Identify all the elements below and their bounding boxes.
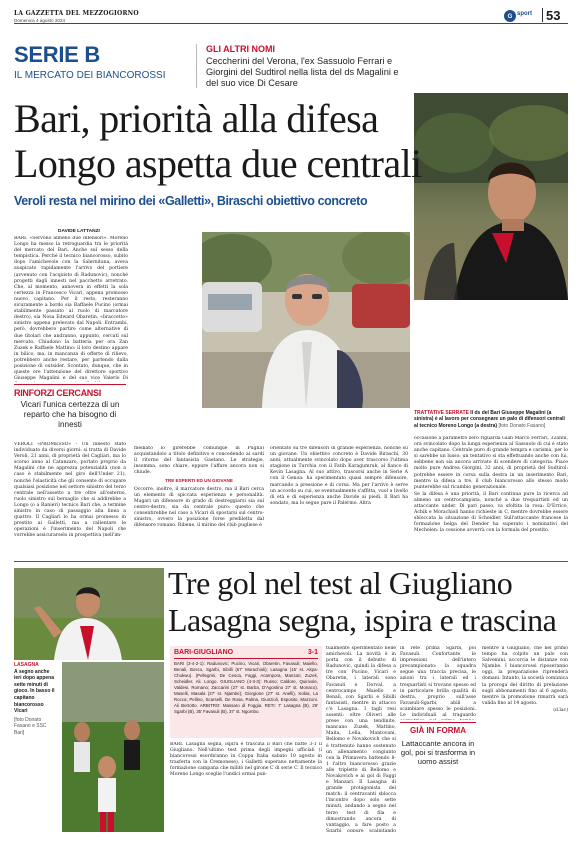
scoreboard-title: BARI-GIUGLIANO (174, 649, 234, 656)
main-col2-text: mediato lo girerebbe comunque in Puglia) acquistandolo a titolo definitivo e concedendo ai sardi il ritorno del fantasista Gaetano. Le strategie, insomma, sono chiare, eppure l'affare ancora non si chiude. (134, 446, 264, 476)
second-col-4 (482, 646, 568, 832)
second-headline-line1: Tre gol nel test al Giugliano (168, 565, 513, 601)
main-col1b-text: VEROLI «PROMESSO» - Un innesto stato individuato da diversi giorni: si tratta di Davide Veroli, 21 anni, di proprietà del Cagliari, ma lo scorso anno al Catanzaro, portato proprio da Magalini che ne apprezza potenzialità (non a caso è stabilmente nel giro dell'Under 21), nonché l'elasticità che gli consente di occupare qualsiasi posizione nel settore sinistro del terzo centrale nell'assetto a tre oltre all'esterno, ruolo sinistro sul bersaglio che si addirebbe a Longo (o a Ranieri) tecnico Bari che, a termine sinistro in caso di passaggio alla linea a quattro. Il Cagliari lo ha ormai promesso in prestito ai Galletti, ma a rallentare le operazioni è l'inserimento del Napoli che vorrebbe assicurarselo in prospettiva (nell'im- (14, 442, 126, 539)
caption-credit: [foto Donato Fasano] (498, 422, 546, 429)
main-headline-line2: Longo aspetta due centrali (14, 141, 422, 186)
main-subheadline: Veroli resta nel mirino dei «Galletti», Biraschi obiettivo concreto (14, 194, 368, 208)
second-col-1 (170, 742, 322, 832)
photo-moreno-longo (414, 93, 568, 300)
second-col1-text: BARI. Lasagna segna, ispira e trascina il Bari che batte 3-1 il Giugliano. Nell'ultimo test prima degli impegni ufficiali (i biancorossi esordiranno in Coppa Italia sabato 10 agosto in trasferta con la Cremonese), i Galletti superano nettamente la formazione campana che militò nel girone C di serie C. Il tecnico Moreno Longo sceglie l'undici ormai pun- (170, 742, 322, 778)
main-col-4 (414, 436, 568, 556)
second-caption-kicker: LASAGNA (14, 662, 39, 668)
second-col-2 (326, 646, 396, 832)
section-logo-text: sport (517, 11, 532, 17)
main-col-3 (270, 446, 408, 556)
teaser-text: Ceccherini del Verona, l'ex Sassuolo Ferrari e Giorgini del Sudtirol nella lista del ds Magalini e del suo vice Di Cesare (206, 56, 399, 88)
pull-box-kicker: GIÀ IN FORMA (410, 726, 466, 735)
sidebar-kicker: RINFORZI CERCANSI (14, 388, 101, 398)
main-col-1 (14, 236, 128, 382)
scoreboard-box (170, 646, 322, 738)
second-caption-credit: [foto Donato Fasano e SSC Bari] (14, 716, 47, 736)
main-col3-text: orientato su tre difensori di grande esperienza, nonché su un giovane. Un obiettivo concreto è Davide Biraschi, 30 anni, attualmente svincolato dopo aver trascorso l'ultima stagione in Turchia con il Fatih Karagumruk, al fianco di Kevin Lasagna. Al suo attivo, trascorsi anche in Serie A con il Genoa: ha sperimentato quasi sempre difensore, marcando a pressione e di corsa. Ma per l'arrivo è serve un accordo su cui, se eventualmente s'affitta, vuol a livello di età e di esperienza anche Davide ai piedi. Il Bari ha sondato, ma lo segue pure il Palermo. Altra (270, 446, 408, 506)
photo-lasagna (14, 568, 164, 660)
scoreboard-text: BARI (3-4-2-1): Radunovic; Pucino, Vicari, Obaretin, Favasuli; Maiello, Benali, Bosco, Sgarbi, Sibilli (67' Morachioli); Lasagna (15' st. Akpa-Chukwu). (Pellegrini, De Cesca, Faggi, Acampora, Manzari, Zuzek, Scheidler, Ali. Longo. GIUGLIANO (4-3-3): Russo; Caldore, Quirivole, Valdesi, Romano; Zaccarini (27' st. Barba, D'Agostino 27' st. Monaco), Maselli, Masala (27' st. Njambe); Giorgione (27' st. Anelli), Sobia, La Rocca; Pellino, Scarselli, De Rosa, Palma, Giunzioli, Esposito, Mazzoni. Ali Bertotto. ARBITRO: Massaro di Foggia. RETI: 7' Lasagna (B), 29' Sgarbi (B), 35' Favasuli (B), 37' st. Ngombo. (174, 661, 318, 714)
second-headline-line2: Lasagna segna, ispira e trascina (168, 602, 557, 638)
masthead-rule (14, 23, 568, 24)
sidebar-text: Vicari l'unica certezza di un reparto che ha bisogno di innesti (20, 400, 120, 429)
photo-giuseppe-magalini (202, 232, 410, 408)
second-caption-text: A segno anche ieri dopo appena sette minuti di gioco. In basso il capitano biancorosso Vicari (14, 668, 55, 715)
section-title: SERIE B (14, 42, 100, 67)
main-col-1b (14, 442, 126, 554)
second-photo-caption (14, 662, 58, 737)
caption-kicker: TRATTATIVE SERRATE (414, 410, 469, 416)
page-number: 53 (546, 8, 561, 23)
main-photo-caption (414, 410, 568, 429)
svg-text:G: G (507, 14, 513, 20)
article-separator (14, 561, 568, 562)
second-col-3 (400, 646, 476, 720)
second-col4-sign: (d.lac) (553, 707, 568, 713)
second-col2-text: tualmente sperimentato nelle amichevoli. La novità è in porta con il debutto di Radunovic, quindi la difesa a tre con Pucino, Vicari e Obaretin, i laterali sono Favasuli e Dorval, a centrocampo Maiello e Benali, con Sgarbi e Sibilli fantasisti, mentre in attacco c'è Lasagna. I tagli resi assenti: oltre Oliveri alle prese con una tendinite, mancano Zuzek, Mattino, Maita, Lella, Mantovani, Bellomo e Novakovich che si è trattenuto hanno sostenuto un allenamento congiunto con la Primavera battendo 8-1 l'altro biancorosso grazie alle triplette di Bellomo e Novakovich e ai gol di Faggi e Manzari. Il Lasagna di grande protagonista del match: il centravanti sblocca l'incontro dopo solo sette minuti, andando a segno nel terzo test di fila e dimostrando ancora di vantaggio, a fare posto a Sgarbi oppure scalpitando (326, 646, 396, 832)
paper-name: LA GAZZETTA DEL MEZZOGIORNO (14, 10, 139, 17)
section-divider (196, 44, 197, 88)
section-subtitle: IL MERCATO DEI BIANCOROSSI (14, 70, 166, 81)
main-col1-text: BARI. «Servono almeno due difensori». Moreno Longo ha messo la retroguardia tra le priorità del mercato del Bari. Anche sul sesso della tempistica. Perché il tecnico biancorosso, subito dopo l'amichevole con la Salernitana, aveva auspicato rapidamente l'arrivo del portiere (avvenuto con l'acquisto di Radunovic), nonché progetti dagli innesti nel pacchetto arretrato. Che, al momento, annovera in effetti la sola certezza in Francesco Vicari, appena promosso nuovo capitano. Per il resto, resteranno sicuramente a bordo sia Raffaele Pucino (ormai stabilmente passato al ruolo di marcatore destro), sia Nosa Edward Obaretin, «braccetto» sinistro appena prelevato dal Napoli. Entrambi, però, dovrebbero partire come alternative di due titolari che andranno, appunto, cercati sul mercato. Chiudono la batteria per ora Zan Zuzek e Raffaele Mattino: il loro destino appare in bilico, ma, in mancanza di offerte di rilievo, potrebbero anche restare, per partendo dalla posizione di outsider. Scontato, dunque, che in queste ore l'attenzione del direttore sportivo Giuseppe Magalini e del suo vice Valerio Di (14, 236, 128, 382)
main-col2-kicker: TRE ESPERTI ED UN GIOVANE (165, 478, 233, 484)
page-number-divider (542, 8, 543, 22)
scoreboard-score: 3-1 (307, 649, 318, 656)
main-col2b-text: Occorre, inoltre, il marcatore destro, ma il Bari cerca un elemento di spiccata esperienza e personalità. Magari un difensore in grado di destreggiarsi sia sul centro-destro, sia da centrale puro: questo che consentirebbe nel caso a Vicari di spostarsi sul centro-sinistro, ovvero la posizione forse prediletta dal difensore romano. Ribene, il mirino del club pugliese è (134, 486, 264, 529)
byline: DAVIDE LATTANZI (58, 229, 100, 234)
main-col4-text: occasione a parametro zero riguarda Gian Marco Ferrari, 32anni, ora svincolato dopo la lunga esperienza al Sassuolo di cui è stato anche capitano. Centrale puro di grande tempra e carisma, per lo sì sarebbe un lusso: un tentativo si sta effettuando anche con lui, sebbene non sia ancora arrivato di scendere di categoria. Piace molto pure Andrea Giorgini, 32 anni, di proprietà del Sudtirol: potrebbe essere in corsa sulla destra in un inserimento Bari, mentre la difesa a tre, il club biancorosso allo stesso modo punterebbe sul ricambio generazionale. (414, 436, 568, 490)
sidebar-box (14, 384, 126, 438)
scoreboard-body (174, 661, 318, 735)
teaser-kicker: GLI ALTRI NOMI (206, 44, 275, 54)
pull-box-text: Lattaccante ancora in gol, poi si trasforma in uomo assist (400, 739, 476, 767)
issue-date: Domenica 4 agosto 2024 (14, 18, 66, 23)
scoreboard-rule (174, 658, 318, 659)
main-headline-line1: Bari, priorità alla difesa (14, 96, 379, 141)
main-col4b-text: Se la difesa è una priorità, il Bari continua pure la ricerca ad almeno un centrocampista, nonché a due trequartisti ed un attaccante under. Di pari passo, va sfoltita la rosa: D'Errico, Achik e Morachioli hanno richieste in C, mentre dovrebbe essere sbloccata la situazione di Scheidler. Sull'attaccante francese la formazione belga del Dender ha superato i nominativi del Mechelen: la cessione avverrà con la formula del prestito. (414, 491, 568, 534)
second-pull-box (400, 722, 476, 792)
photo-vicari (62, 662, 164, 832)
second-col4-text: mentre il Giugliano, che nel primo tempo ha colpito un palo con Salvemini, accorcia le distanze con Njambe. I biancorossi riposeranno oggi, la preparazione riprenderà domani. Intanto, la società comunica la proroga del diritto di prelazione sugli abbonamenti fino al 6 agosto, mentre la promozione rimarrà sarà valida fino al 14 agosto. (482, 646, 568, 706)
second-col3-text: in rete prima Sgarbi, poi Favasuli. Confortante le impressioni dell'intero precampionato: la squadra segue una traccia precisa, le azioni tra i laterali ed i trequartisti si trovano spesso ed in particolare brilla qualità di destra, proprio sull'asse Favasuli-Sgarbi, abili a scambiare spesso le posizioni. Le individuali al traguardo (400, 646, 476, 719)
caption-text: Il ds del Bari Giuseppe Magalini (a sinistra) è al lavoro per consegnare un palo di difensori centrali al tecnico Moreno Longo (a destra) (414, 410, 565, 429)
main-col-2 (134, 446, 264, 556)
